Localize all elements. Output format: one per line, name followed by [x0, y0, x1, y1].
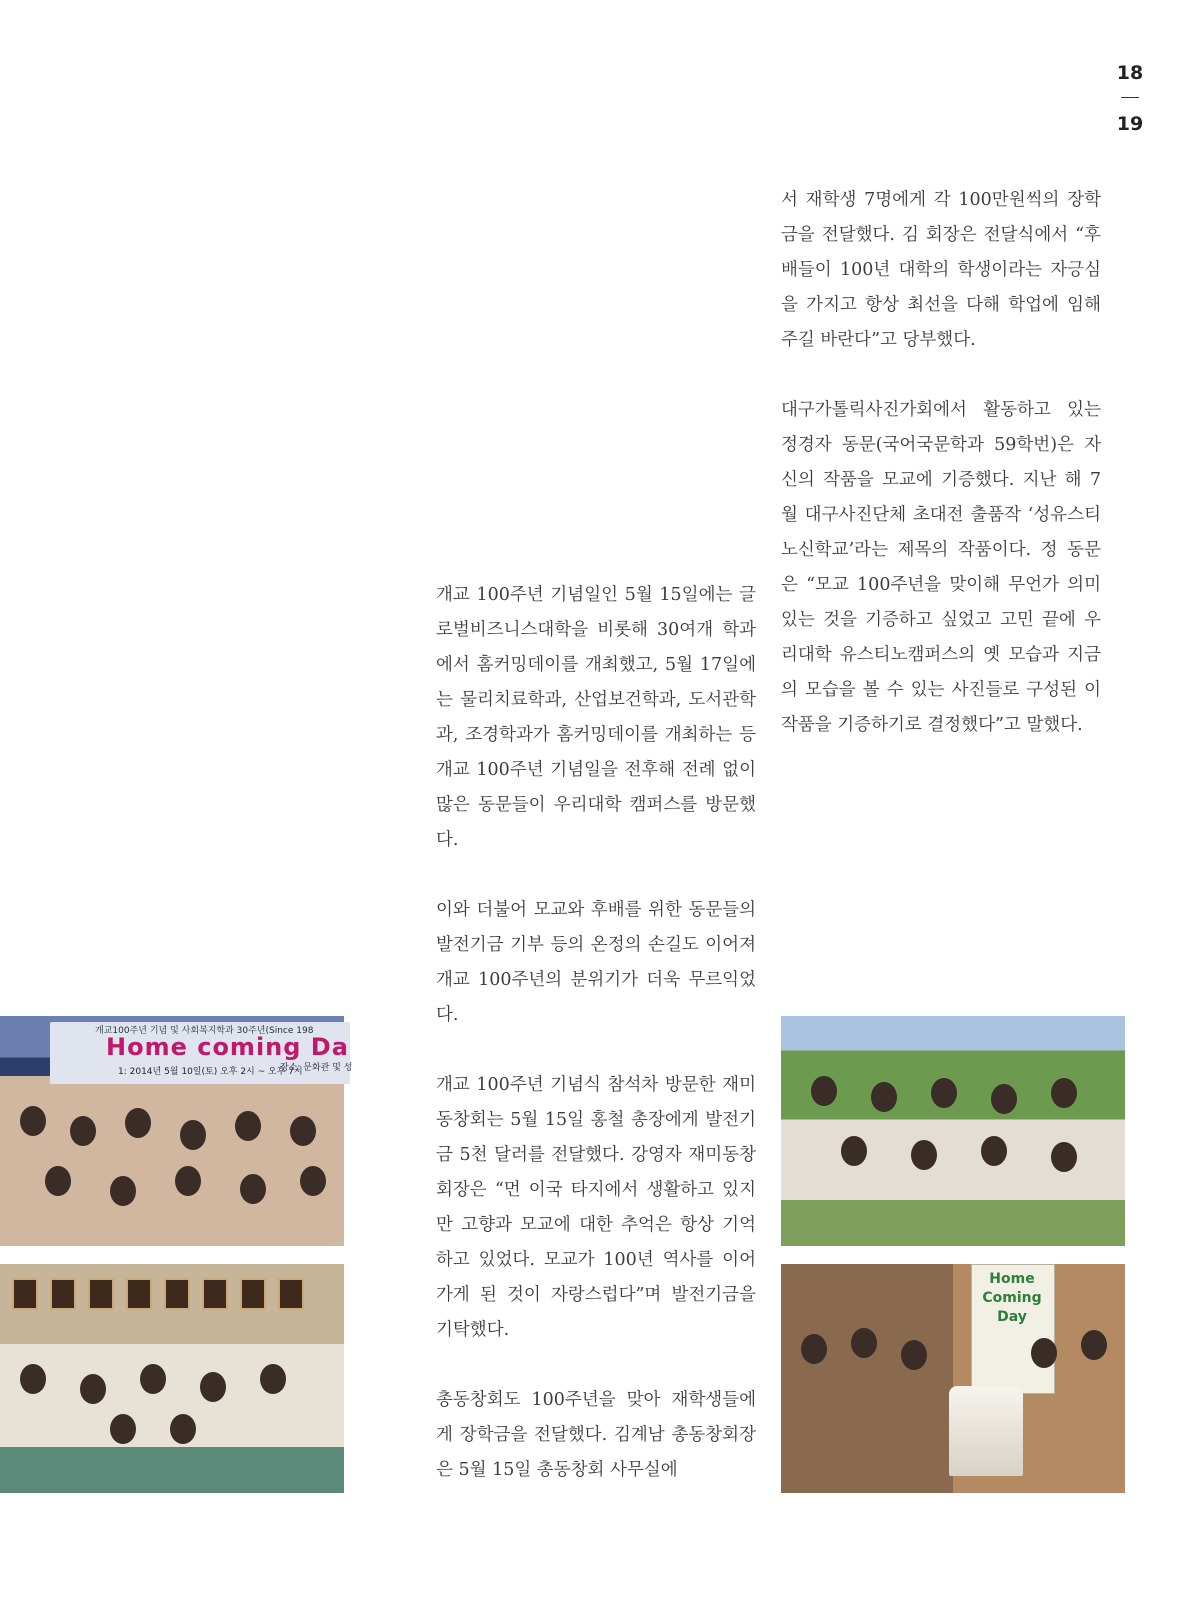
crowd-figure	[811, 1076, 837, 1106]
paragraph: 이와 더불어 모교와 후배를 위한 동문들의 발전기금 기부 등의 온정의 손길도 이어져 개교 100주년의 분위기가 더욱 무르익었다.	[436, 900, 756, 1025]
crowd-figure	[170, 1414, 196, 1444]
crowd-figure	[80, 1374, 106, 1404]
page-number-divider	[1121, 97, 1139, 98]
banner-title: Home coming Da	[106, 1033, 349, 1061]
paragraph: 개교 100주년 기념식 참석차 방문한 재미동창회는 5월 15일 홍철 총장에게 발전기금 5천 달러를 전달했다. 강영자 재미동창회장은 “먼 이국 타지에서 생활하고 있지만 고향과 모교에 대한 추억은 항상 기억하고 있었다. 모교가 100년 역사를 이어가게 된 것이 자랑스럽다”며 발전기금을 기탁했다.	[436, 1075, 756, 1340]
crowd-figure	[1031, 1338, 1057, 1368]
portrait-frame	[164, 1278, 190, 1310]
crowd-figure	[140, 1364, 166, 1394]
banner-caption: 개교100주년 기념 및 사회복지학과 30주년(Since 198	[95, 1026, 314, 1036]
crowd-figure	[931, 1078, 957, 1108]
crowd-figure	[260, 1364, 286, 1394]
page-number-right: 19	[1116, 113, 1144, 135]
crowd-figure	[871, 1082, 897, 1112]
right-text-column	[781, 183, 1101, 778]
crowd-figure	[851, 1328, 877, 1358]
crowd-figure	[200, 1372, 226, 1402]
crowd-figure	[1081, 1330, 1107, 1360]
banner-date: 1: 2014년 5월 10일(토) 오후 2시 ~ 오후 7시	[118, 1067, 303, 1077]
page-number-left: 18	[1116, 62, 1144, 84]
crowd-figure	[300, 1166, 326, 1196]
paragraph: 총동창회도 100주년을 맞아 재학생들에게 장학금을 전달했다. 김계남 총동창회장은 5월 15일 총동창회 사무실에	[436, 1390, 756, 1480]
celebration-cake	[949, 1386, 1023, 1476]
crowd-figure	[125, 1108, 151, 1138]
crowd-figure	[1051, 1142, 1077, 1172]
crowd-figure	[841, 1136, 867, 1166]
crowd-figure	[240, 1174, 266, 1204]
banner-venue: 장소: 문화관 및 성	[280, 1063, 353, 1073]
paragraph: 서 재학생 7명에게 각 100만원씩의 장학금을 전달했다. 김 회장은 전달식에서 “후배들이 100년 대학의 학생이라는 자긍심을 가지고 항상 최선을 다해 학업에 임해주길 바란다”고 당부했다.	[781, 190, 1101, 350]
crowd-figure	[20, 1106, 46, 1136]
portrait-frame	[202, 1278, 228, 1310]
crowd-figure	[20, 1364, 46, 1394]
paragraph: 개교 100주년 기념일인 5월 15일에는 글로벌비즈니스대학을 비롯해 30여개 학과에서 홈커밍데이를 개최했고, 5월 17일에는 물리치료학과, 산업보건학과, 도서관학과, 조경학과가 홈커밍데이를 개최하는 등 개교 100주년 기념일을 전후해 전례 없이 많은 동문들이 우리대학 캠퍼스를 방문했다.	[436, 585, 756, 850]
crowd-figure	[45, 1166, 71, 1196]
crowd-figure	[175, 1166, 201, 1196]
crowd-figure	[1051, 1078, 1077, 1108]
portrait-frame	[12, 1278, 38, 1310]
paragraph: 대구가톨릭사진가회에서 활동하고 있는 정경자 동문(국어국문학과 59학번)은 자신의 작품을 모교에 기증했다. 지난 해 7월 대구사진단체 초대전 출품작 ‘성유스티노신학교’라는 제목의 작품이다. 정 동문은 “모교 100주년을 맞이해 무언가 의미 있는 것을 기증하고 싶었고 고민 끝에 우리대학 유스티노캠퍼스의 옛 모습과 지금의 모습을 볼 수 있는 사진들로 구성된 이 작품을 기증하기로 결정했다”고 말했다.	[781, 400, 1101, 735]
sign-title: Home Coming Day	[982, 1271, 1042, 1325]
crowd-figure	[180, 1120, 206, 1150]
crowd-figure	[991, 1084, 1017, 1114]
crowd-figure	[110, 1414, 136, 1444]
outdoor-group-photo	[781, 1016, 1125, 1246]
portrait-frame	[126, 1278, 152, 1310]
middle-text-column	[436, 578, 756, 1523]
portrait-frame	[88, 1278, 114, 1310]
crowd-figure	[235, 1111, 261, 1141]
crowd-figure	[911, 1140, 937, 1170]
crowd-figure	[901, 1340, 927, 1370]
crowd-figure	[110, 1176, 136, 1206]
portrait-frame	[50, 1278, 76, 1310]
crowd-figure	[801, 1334, 827, 1364]
portrait-frame	[240, 1278, 266, 1310]
portrait-frame	[278, 1278, 304, 1310]
cake-cutting-photo	[781, 1264, 1125, 1493]
crowd-figure	[290, 1116, 316, 1146]
crowd-figure	[70, 1116, 96, 1146]
homecoming-group-photo	[0, 1016, 353, 1246]
scholarship-group-photo	[0, 1264, 344, 1493]
crowd-figure	[981, 1136, 1007, 1166]
